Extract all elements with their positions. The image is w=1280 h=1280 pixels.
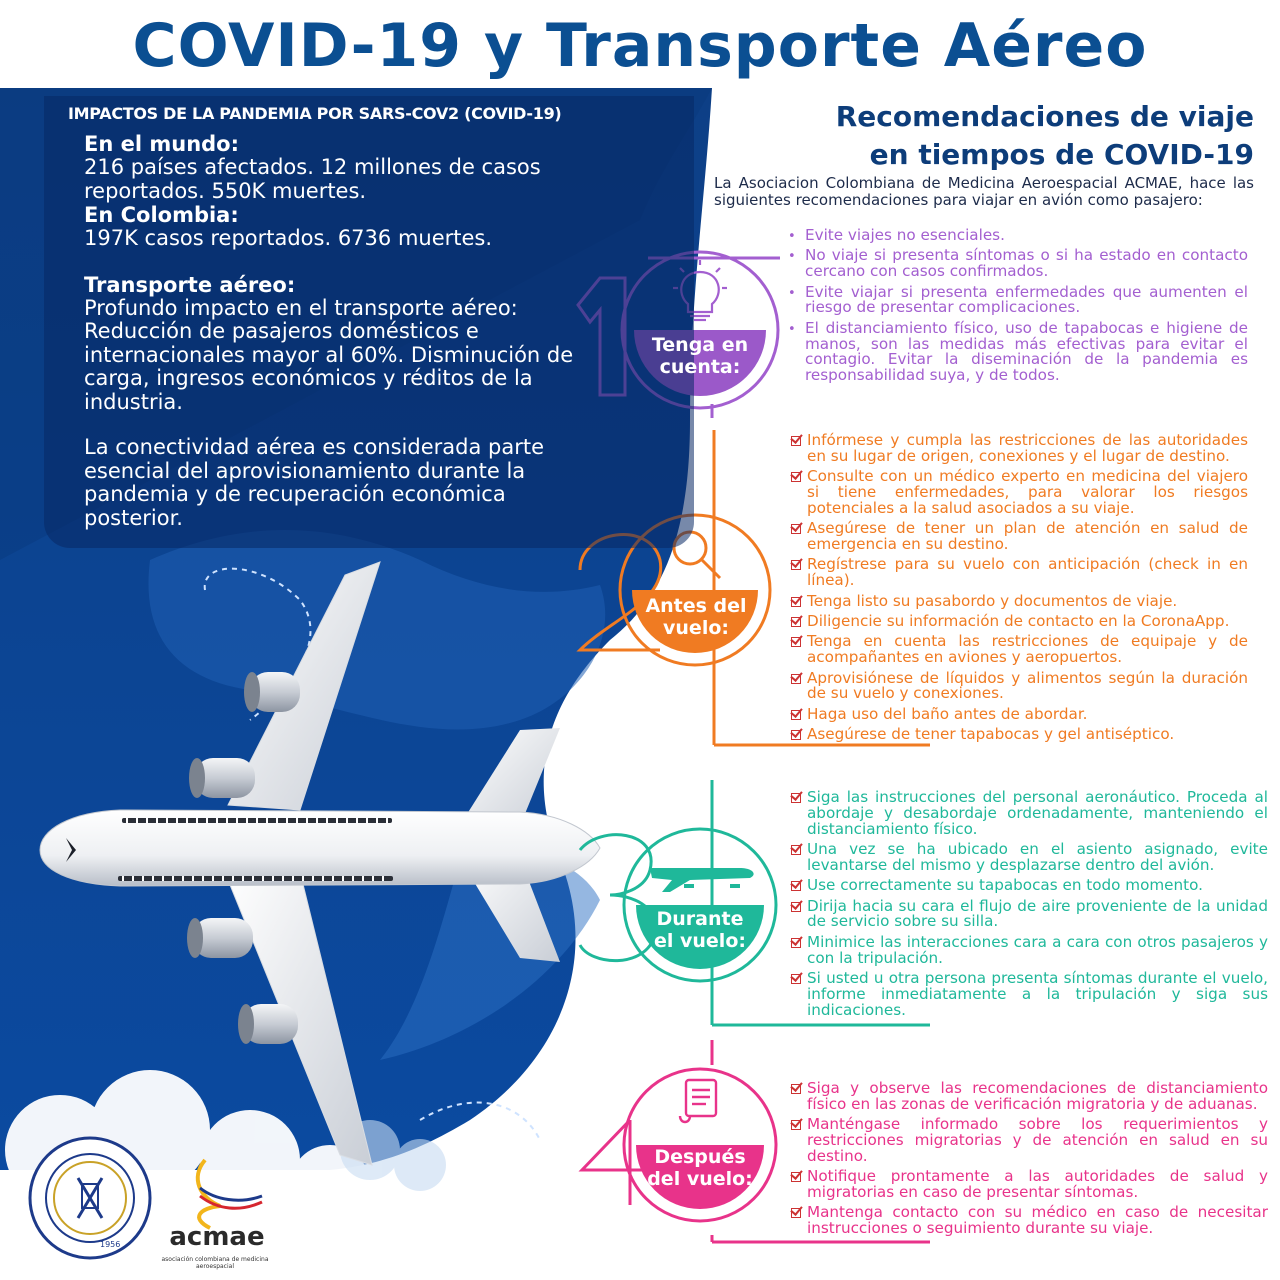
stage-4-label-line1: Después bbox=[654, 1146, 746, 1168]
seal-year: 1956 bbox=[100, 1240, 121, 1249]
stage-item-text: Siga las instrucciones del personal aeronáutico. Proceda al abordaje y desabordaje ordenadamente, manteniendo el distanciamiento físico. bbox=[807, 788, 1268, 838]
colombia-heading: En Colombia: bbox=[84, 203, 239, 227]
stage-2-item bbox=[790, 727, 1248, 743]
stage-2-item bbox=[790, 591, 1248, 610]
checkbox-icon bbox=[791, 637, 801, 647]
stage-4-item bbox=[790, 1117, 1268, 1164]
checkbox-icon bbox=[791, 1084, 801, 1094]
stage-4-item bbox=[790, 1081, 1268, 1113]
stage-4-label bbox=[640, 1146, 760, 1190]
recommendations-title-line1: Recomendaciones de viaje bbox=[835, 100, 1254, 133]
stage-item-text: Infórmese y cumpla las restricciones de las autoridades en su lugar de origen, conexiones y el lugar de destino. bbox=[807, 431, 1248, 465]
stage-item-text: Si usted u otra persona presenta síntomas durante el vuelo, informe inmediatamente a la tripulación y siga sus indicaciones. bbox=[807, 968, 1268, 1019]
world-text: 216 países afectados. 12 millones de casos reportados. 550K muertes. bbox=[84, 155, 541, 203]
stage-4-label-line2: del vuelo: bbox=[647, 1168, 753, 1190]
impacts-title: IMPACTOS DE LA PANDEMIA POR SARS-COV2 (COVID-19) bbox=[68, 104, 562, 123]
stage-2-item bbox=[790, 704, 1248, 723]
document-icon bbox=[680, 1080, 716, 1122]
stage-2-item bbox=[790, 469, 1248, 516]
checkbox-icon bbox=[791, 710, 801, 720]
checkbox-icon bbox=[791, 472, 801, 482]
checkbox-icon bbox=[791, 938, 801, 948]
stage-item-text: Minimice las interacciones cara a cara con otros pasajeros y con la tripulación. bbox=[807, 932, 1268, 967]
stage-3-list bbox=[790, 790, 1268, 1023]
stage-3-item bbox=[790, 878, 1268, 894]
stage-1-item bbox=[788, 228, 1248, 244]
stage-item-text: Mantenga contacto con su médico en caso de necesitar instrucciones o seguimiento durante su viaje. bbox=[807, 1203, 1268, 1238]
impacts-content bbox=[84, 132, 574, 530]
acmae-name: acmae bbox=[169, 1222, 265, 1252]
checkbox-icon bbox=[791, 1120, 801, 1130]
stage-item-text: Evite viajar si presenta enfermedades que aumenten el riesgo de presentar complicaciones. bbox=[805, 282, 1248, 317]
stage-3-item bbox=[790, 790, 1268, 837]
stage-3-label bbox=[640, 908, 760, 952]
stage-3-label-line2: el vuelo: bbox=[654, 930, 746, 952]
checkbox-icon bbox=[791, 617, 801, 627]
stage-item-text: Una vez se ha ubicado en el asiento asignado, evite levantarse del mismo y desplazarse dentro del avión. bbox=[807, 839, 1268, 874]
stage-item-text: Consulte con un médico experto en medicina del viajero si tiene enfermedades, para valorar los riesgos potenciales a la salud asociados a su viaje. bbox=[807, 467, 1248, 517]
acmae-tagline: asociación colombiana de medicina aeroespacial bbox=[161, 1256, 269, 1270]
stage-item-text: Tenga en cuenta las restricciones de equipaje y de acompañantes en aviones y aeropuertos. bbox=[807, 632, 1248, 667]
stage-1-label bbox=[640, 334, 760, 378]
checkbox-icon bbox=[791, 597, 801, 607]
stage-2-item bbox=[790, 433, 1248, 465]
checkbox-icon bbox=[791, 793, 801, 803]
stage-1-label-line1: Tenga en bbox=[651, 334, 749, 356]
stage-item-text: Diligencie su información de contacto en la CoronaApp. bbox=[807, 611, 1230, 630]
bullet-icon: • bbox=[788, 321, 796, 337]
stage-1-label-line2: cuenta: bbox=[659, 356, 741, 378]
stage-1-list bbox=[788, 228, 1248, 389]
stage-4-item bbox=[790, 1205, 1268, 1237]
checkbox-icon bbox=[791, 1208, 801, 1218]
stage-2-item bbox=[790, 668, 1248, 703]
stage-item-text: Use correctamente su tapabocas en todo momento. bbox=[807, 876, 1203, 895]
stage-3-item bbox=[790, 968, 1268, 1019]
acmae-logo bbox=[198, 1160, 262, 1228]
stage-2-item bbox=[790, 557, 1248, 589]
recommendations-title-line2: en tiempos de COVID-19 bbox=[869, 138, 1254, 171]
checkbox-icon bbox=[791, 560, 801, 570]
checkbox-icon bbox=[791, 974, 801, 984]
world-heading: En el mundo: bbox=[84, 132, 239, 156]
stage-item-text: Asegúrese de tener un plan de atención en salud de emergencia en su destino. bbox=[807, 519, 1248, 553]
page-title: COVID-19 y Transporte Aéreo bbox=[132, 11, 1148, 81]
stage-item-text: Aprovisiónese de líquidos y alimentos según la duración de su vuelo y conexiones. bbox=[807, 668, 1248, 703]
stage-2-label-line1: Antes del bbox=[645, 595, 747, 617]
stage-3-item bbox=[790, 932, 1268, 967]
stage-3-item bbox=[790, 896, 1268, 931]
bullet-icon: • bbox=[788, 249, 796, 265]
checkbox-icon bbox=[791, 845, 801, 855]
checkbox-icon bbox=[791, 524, 801, 534]
stage-item-text: Manténgase informado sobre los requerimientos y restricciones migratorias y de atención en salud en su destino. bbox=[807, 1115, 1268, 1165]
stage-item-text: Tenga listo su pasabordo y documentos de viaje. bbox=[807, 591, 1178, 610]
stage-3-label-line1: Durante bbox=[656, 908, 744, 930]
stage-item-text: Haga uso del baño antes de abordar. bbox=[807, 704, 1088, 723]
stage-item-text: Regístrese para su vuelo con anticipación (check in en línea). bbox=[807, 555, 1248, 590]
recommendations-title bbox=[836, 98, 1254, 174]
acmae-intro: La Asociacion Colombiana de Medicina Aeroespacial ACMAE, hace las siguientes recomendaciones para viajar en avión como pasajero: bbox=[714, 174, 1254, 209]
checkbox-icon bbox=[791, 674, 801, 684]
stage-item-text: No viaje si presenta síntomas o si ha estado en contacto cercano con casos confirmados. bbox=[805, 246, 1248, 281]
stage-item-text: Siga y observe las recomendaciones de distanciamiento físico en las zonas de verificación migratoria y de aduanas. bbox=[807, 1079, 1268, 1113]
connectivity-text: La conectividad aérea es considerada parte esencial del aprovisionamiento durante la pandemia y de recuperación económica posterior. bbox=[84, 435, 545, 530]
stage-3-item bbox=[790, 839, 1268, 874]
stage-2-label-line2: vuelo: bbox=[663, 617, 729, 639]
stage-1-item bbox=[788, 248, 1248, 280]
stage-item-text: Dirija hacia su cara el flujo de aire proveniente de la unidad de servicio sobre su silla. bbox=[807, 896, 1268, 931]
stage-1-item bbox=[788, 282, 1248, 317]
stage-2-item bbox=[790, 521, 1248, 553]
bullet-icon: • bbox=[788, 285, 796, 301]
stage-item-text: El distanciamiento físico, uso de tapabocas e higiene de manos, son las medidas más efectivas para evitar el contagio. Evitar la diseminación de la pandemia es responsabilidad suya, y de todos. bbox=[805, 318, 1248, 385]
checkbox-icon bbox=[791, 902, 801, 912]
bullet-icon: • bbox=[788, 229, 796, 244]
checkbox-icon bbox=[791, 1172, 801, 1182]
checkbox-icon bbox=[791, 881, 801, 891]
stage-1-item bbox=[788, 318, 1248, 385]
stage-2-list bbox=[790, 433, 1248, 747]
air-transport-heading: Transporte aéreo: bbox=[84, 272, 296, 297]
stage-2-item bbox=[790, 611, 1248, 630]
airplane-icon bbox=[650, 868, 754, 892]
society-seal-logo bbox=[30, 1138, 150, 1258]
stage-2-item bbox=[790, 634, 1248, 666]
checkbox-icon bbox=[791, 436, 801, 446]
stage-4-list bbox=[790, 1081, 1268, 1242]
checkbox-icon bbox=[791, 730, 801, 740]
stage-2-label bbox=[636, 595, 756, 639]
stage-item-text: Evite viajes no esenciales. bbox=[805, 226, 1005, 244]
stage-item-text: Notifique prontamente a las autoridades de salud y migratorias en caso de presentar síntomas. bbox=[807, 1167, 1268, 1201]
stage-4-item bbox=[790, 1169, 1268, 1201]
colombia-text: 197K casos reportados. 6736 muertes. bbox=[84, 226, 493, 250]
stage-item-text: Asegúrese de tener tapabocas y gel antiséptico. bbox=[807, 725, 1175, 744]
air-transport-text: Profundo impacto en el transporte aéreo: Reducción de pasajeros domésticos e internacionales mayor al 60%. Disminución de carga, ingresos económicos y réditos de la industria. bbox=[84, 295, 574, 414]
